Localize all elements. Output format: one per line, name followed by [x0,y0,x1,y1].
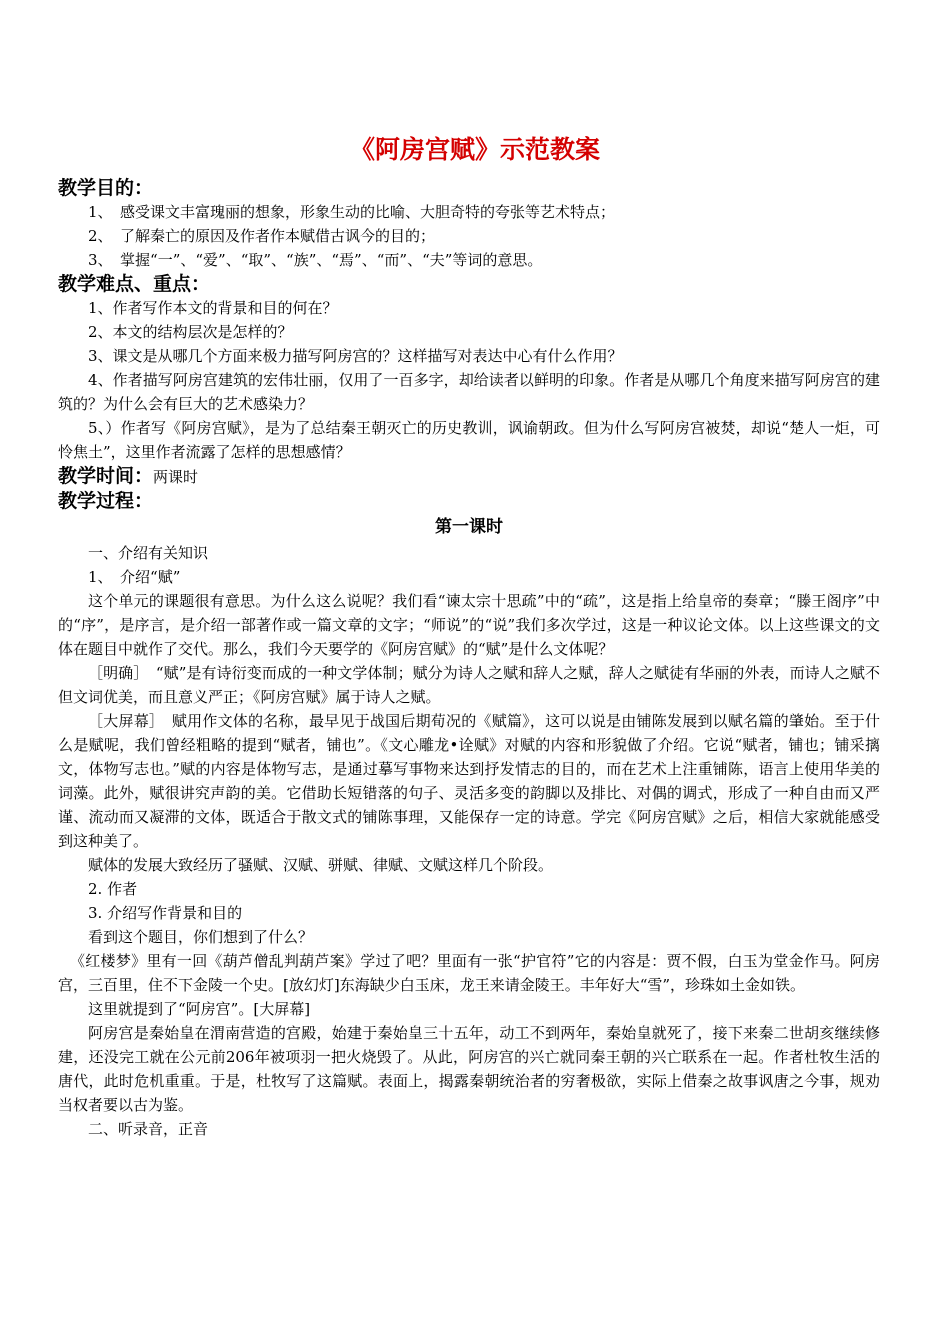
time-heading-label: 教学时间： [58,465,154,487]
process-paragraph: 一、介绍有关知识 [88,544,209,562]
process-paragraph: 3. 介绍写作背景和目的 [88,904,243,922]
difficulty-item: 2、本文的结构层次是怎样的？ [88,323,293,341]
document-title: 《阿房宫赋》示范教案 [349,135,600,164]
document-body [58,176,880,1141]
section-heading-difficulties: 教学难点、重点： [58,273,211,295]
goal-item: 3、 掌握“一”、“爱”、“取”、“族”、“焉”、“而”、“夫”等词的意思。 [88,251,543,269]
section-heading-goals: 教学目的： [58,177,154,199]
difficulty-item: 3、课文是从哪几个方面来极力描写阿房宫的？这样描写对表达中心有什么作用？ [88,347,623,365]
process-paragraph: 赋体的发展大致经历了骚赋、汉赋、骈赋、律赋、文赋这样几个阶段。 [88,856,554,874]
section-heading-process: 教学过程： [58,490,154,512]
process-paragraph: 阿房宫是秦始皇在渭南营造的宫殿，始建于秦始皇三十五年，动工不到两年，秦始皇就死了，接下来秦二世胡亥继续修建，还没完工就在公元前206年被项羽一把火烧毁了。从此，阿房宫的兴亡就同秦王朝的兴亡联系在一起。作者杜牧生活的唐代，此时危机重重。于是，杜牧写了这篇赋。表面上，揭露秦朝统治者的穷奢极欲，实际上借秦之故事讽唐之今事，规劝当权者要以古为鉴。 [58,1024,880,1114]
time-value: 两课时 [153,468,199,486]
process-paragraph: 《红楼梦》里有一回《葫芦僧乱判葫芦案》学过了吧？里面有一张“护官符”它的内容是：贾不假，白玉为堂金作马。阿房宫，三百里，住不下金陵一个史。[放幻灯]东海缺少白玉床，龙王来请金陵王。丰年好大“雪”，珍珠如土金如铁。 [58,952,880,994]
process-paragraph: 2. 作者 [88,880,138,898]
difficulty-item: 5、）作者写《阿房宫赋》，是为了总结秦王朝灭亡的历史教训，讽谕朝政。但为什么写阿房宫被焚，却说“楚人一炬，可怜焦土”，这里作者流露了怎样的思想感情？ [58,419,880,461]
process-paragraph: 这里就提到了“阿房宫”。[大屏幕] [88,1000,311,1018]
difficulty-item: 4、作者描写阿房宫建筑的宏伟壮丽，仅用了一百多字，却给读者以鲜明的印象。作者是从哪几个角度来描写阿房宫的建筑的？为什么会有巨大的艺术感染力？ [58,371,880,413]
difficulty-item: 1、作者写作本文的背景和目的何在？ [88,299,338,317]
section-heading-time [58,464,880,489]
process-paragraph: ［大屏幕］ 赋用作文体的名称，最早见于战国后期荀况的《赋篇》，这可以说是由铺陈发展到以赋名篇的肇始。至于什么是赋呢，我们曾经粗略的提到“赋者，铺也”。《文心雕龙•诠赋》对赋的内容和形貌做了介绍。它说“赋者，铺也；铺采摛文，体物写志也。”赋的内容是体物写志，是通过摹写事物来达到抒发情志的目的，而在艺术上注重铺陈，语言上使用华美的词藻。此外，赋很讲究声韵的美。它借助长短错落的句子、灵活多变的韵脚以及排比、对偶的调式，形成了一种自由而又严谨、流动而又凝滞的文体，既适合于散文式的铺陈事理，又能保存一定的诗意。学完《阿房宫赋》之后，相信大家就能感受到这种美了。 [58,712,880,850]
process-paragraph: 二、听录音，正音 [88,1120,209,1138]
process-paragraph: 1、 介绍“赋” [88,568,181,586]
goal-item: 1、 感受课文丰富瑰丽的想象，形象生动的比喻、大胆奇特的夸张等艺术特点； [88,203,616,221]
process-paragraph: ［明确］ “赋”是有诗衍变而成的一种文学体制；赋分为诗人之赋和辞人之赋，辞人之赋徒有华丽的外表，而诗人之赋不但文词优美，而且意义严正；《阿房宫赋》属于诗人之赋。 [58,664,880,706]
process-paragraph: 看到这个题目，你们想到了什么？ [88,928,314,946]
lesson-title: 第一课时 [435,517,503,537]
goal-item: 2、 了解秦亡的原因及作者作本赋借古讽今的目的； [88,227,436,245]
process-paragraph: 这个单元的课题很有意思。为什么这么说呢？我们看“谏太宗十思疏”中的“疏”，这是指上给皇帝的奏章；“滕王阁序”中的“序”，是序言，是介绍一部著作或一篇文章的文字；“师说”的“说”我们多次学过，这是一种议论文体。以上这些课文的文体在题目中就作了交代。那么，我们今天要学的《阿房宫赋》的“赋”是什么文体呢？ [58,592,880,658]
